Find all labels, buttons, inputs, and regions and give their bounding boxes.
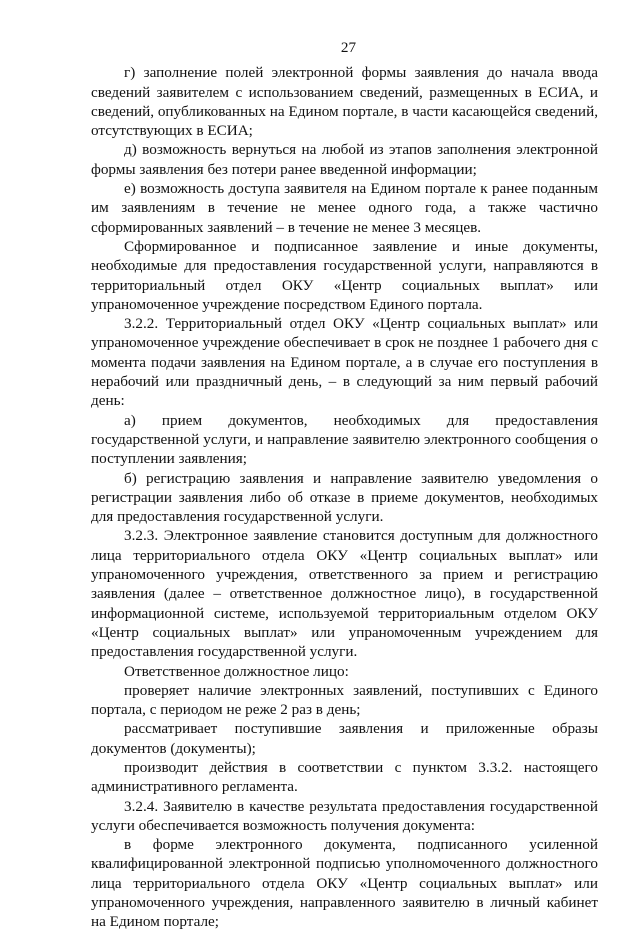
paragraph-3-2-3: 3.2.3. Электронное заявление становится доступным для должностного лица территориального отдела ОКУ «Центр социальных выплат» или упраномоченного учреждения, ответственного за прием и регистрацию заявления (далее – ответственное должностное лицо), в государственной информационной системе, используемой территориальным отделом ОКУ «Центр социальных выплат» или упраномоченным учреждением для предоставления государственной услуги.	[91, 527, 598, 661]
paragraph-item-a: а) прием документов, необходимых для предоставления государственной услуги, и направление заявителю электронного сообщения о поступлении заявления;	[91, 411, 598, 468]
paragraph-item-b: б) регистрацию заявления и направление заявителю уведомления о регистрации заявления либо об отказе в приеме документов, необходимых для предоставления государственной услуги.	[91, 469, 598, 526]
page-number: 27	[340, 39, 357, 56]
paragraph-checks: проверяет наличие электронных заявлений, поступивших с Единого портала, с периодом не реже 2 раз в день;	[91, 681, 598, 719]
paragraph-electronic-form: в форме электронного документа, подписанного усиленной квалифицированной электронной подписью уполномоченного должностного лица территориального отдела ОКУ «Центр социальных выплат» или упраномоченного учреждения, направленного заявителю в личный кабинет на Едином портале;	[91, 836, 598, 931]
paragraph-item-d: д) возможность вернуться на любой из этапов заполнения электронной формы заявления без потери ранее введенной информации;	[91, 141, 598, 178]
paragraph-item-e: е) возможность доступа заявителя на Едином портале к ранее поданным им заявлениям в течение не менее одного года, а также частично сформированных заявлений – в течение не менее 3 месяцев.	[91, 180, 598, 236]
paragraph-3-2-2: 3.2.2. Территориальный отдел ОКУ «Центр социальных выплат» или упраномоченное учреждение обеспечивает в срок не позднее 1 рабочего дня с момента подачи заявления на Едином портале, а в случае его поступления в нерабочий или праздничный день, – в следующий за ним первый рабочий день:	[91, 315, 598, 410]
paragraph-item-g: г) заполнение полей электронной формы заявления до начала ввода сведений заявителем с использованием сведений, размещенных в ЕСИА, и сведений, опубликованных на Едином портале, в части касающейся сведений, отсутствующих в ЕСИА;	[91, 64, 598, 140]
paragraph-3-2-4: 3.2.4. Заявителю в качестве результата предоставления государственной услуги обеспечивается возможность получения документа:	[91, 797, 598, 834]
paragraph-signed-application: Сформированное и подписанное заявление и иные документы, необходимые для предоставления государственной услуги, направляются в территориальный отдел ОКУ «Центр социальных выплат» или упраномоченное учреждение посредством Единого портала.	[91, 237, 598, 313]
paragraph-performs: производит действия в соответствии с пунктом 3.3.2. настоящего административного регламента.	[91, 758, 598, 796]
paragraph-responsible-official: Ответственное должностное лицо:	[124, 662, 349, 680]
paragraph-reviews: рассматривает поступившие заявления и приложенные образы документов (документы);	[91, 720, 598, 757]
